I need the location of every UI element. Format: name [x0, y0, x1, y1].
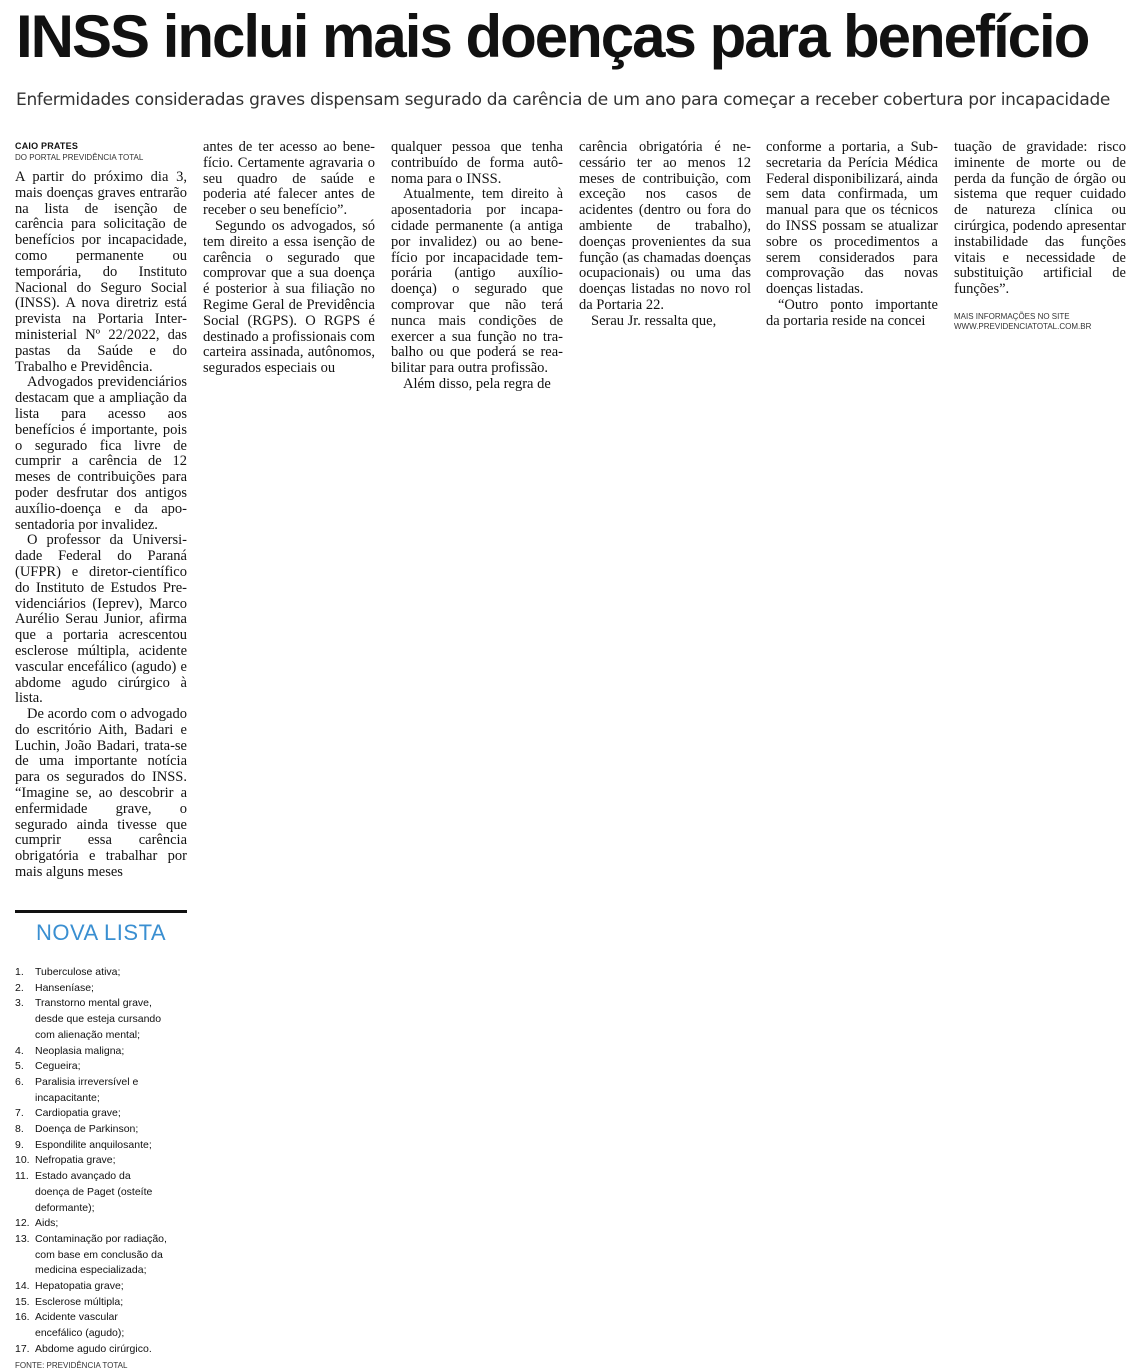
- byline-author: CAIO PRATES: [15, 141, 79, 151]
- list-item-number: 8.: [15, 1123, 24, 1136]
- list-item-text: Estado avançado da doença de Paget (osteíte deformante);: [35, 1170, 153, 1214]
- list-item-text: Espondilite anquilosante;: [35, 1138, 152, 1151]
- more-info-label: MAIS INFORMAÇÕES NO SITE: [954, 311, 1070, 321]
- paragraph: Além disso, pela regra de: [403, 375, 551, 392]
- paragraph: Atualmente, tem direito à aposentadoria por incapacidade permanente (a antiga por invalidez) ou ao benefício por incapacidade temporária (antigo auxílio-doença) o segurado que comprovar que não terá nunca mais condições de exercer a sua função no trabalho ou que poderá se reabilitar para outra profissão.: [391, 186, 563, 377]
- paragraph: O professor da Universidade Federal do Paraná (UFPR) e diretor-científico do Instituto de Estudos Previdenciários (Ieprev), Marco Aurélio Serau Junior, afirma que a portaria acrescentou esclerose múltipla, acidente vascular encefálico (agudo) e abdome agudo cirúrgico à lista.: [15, 532, 187, 707]
- list-item-text: Cardiopatia grave;: [35, 1107, 121, 1120]
- paragraph: Segundo os advogados, só tem direito a essa isenção de carência o segurado que comprovar que a sua doença é posterior à sua filiação no Regime Geral de Previdência Social (RGPS). O RGPS é destinado a profissionais com carteira assinada, autônomos, segurados especiais ou: [203, 217, 375, 377]
- paragraph: Advogados previdenciários destacam que a ampliação da lista para acesso aos benefícios é importante, pois o segurado fica livre de cumprir a carência de 12 meses de contribuições para poder desfrutar dos antigos auxílio-doença e da aposentadoria por invalidez.: [15, 374, 187, 533]
- list-item-number: 11.: [15, 1170, 29, 1183]
- headline: INSS inclui mais doenças para benefício: [16, 3, 1089, 70]
- article-column-4: [579, 140, 751, 330]
- list-item-text: Nefropatia grave;: [35, 1154, 116, 1167]
- article-column-6: [954, 140, 1126, 332]
- list-item-number: 12.: [15, 1217, 30, 1230]
- list-item: [15, 1075, 187, 1106]
- article-column-2: [203, 140, 375, 377]
- paragraph: De acordo com o advogado do escritório Aith, Badari e Luchin, João Badari, trata-se de uma importante notícia para os segurados do INSS. “Imagine se, ao descobrir a enfermidade grave, o segurado ainda tivesse que cumprir essa carência obrigatória e trabalhar por mais alguns meses: [15, 706, 187, 881]
- disease-list: [15, 965, 187, 1358]
- paragraph: “Outro ponto importante da portaria reside na concei: [766, 296, 938, 329]
- paragraph: tuação de gravidade: risco iminente de morte ou de perda da função de órgão ou sistema que requer cuidado de natureza clínica ou cirúrgica, podendo apresentar instabilidade das funções vitais e necessidade de substituição artificial de funções”.: [954, 139, 1126, 298]
- more-info-url[interactable]: WWW.PREVIDENCIATOTAL.COM.BR: [954, 321, 1092, 331]
- list-item: [15, 1216, 187, 1232]
- paragraph: Serau Jr. ressalta que,: [591, 312, 717, 329]
- box-source: FONTE: PREVIDÊNCIA TOTAL: [15, 1360, 128, 1370]
- list-item: [15, 1122, 187, 1138]
- list-item-number: 14.: [15, 1280, 30, 1293]
- list-item-number: 2.: [15, 981, 24, 994]
- list-item: [15, 965, 187, 981]
- list-item: [15, 1232, 187, 1279]
- list-item-text: Doença de Parkinson;: [35, 1123, 139, 1136]
- list-item-text: Tuberculose ativa;: [35, 966, 121, 978]
- paragraph: A partir do próximo dia 3, mais doenças graves entrarão na lista de isenção de carência para solicitação de benefícios por incapacidade, como permanente ou temporária, do Instituto Nacional do Seguro Social (INSS). A nova diretriz está prevista na Portaria Interministerial Nº 22/2022, das pastas da Saúde e do Trabalho e Previdência.: [15, 169, 187, 375]
- list-item-number: 4.: [15, 1044, 24, 1057]
- list-item-number: 16.: [15, 1311, 30, 1324]
- nova-lista-box: [15, 910, 187, 1372]
- byline-source: DO PORTAL PREVIDÊNCIA TOTAL: [15, 153, 144, 162]
- list-item: [15, 1310, 187, 1341]
- paragraph: conforme a portaria, a Subsecretaria da Perícia Médica Federal disponibilizará, ainda sem data confirmada, um manual para que os técnicos do INSS possam se atualizar sobre os procedimentos a serem considerados para comprovação das novas doenças listadas.: [766, 139, 938, 298]
- list-item-text: Transtorno mental grave, desde que esteja cursando com alienação mental;: [35, 997, 162, 1041]
- list-item-text: Contaminação por radiação, com base em conclusão da medicina especializada;: [35, 1232, 167, 1277]
- list-item: [15, 1169, 187, 1216]
- list-item-number: 5.: [15, 1060, 24, 1073]
- article-column-3: [391, 140, 563, 393]
- list-item-text: Aids;: [35, 1217, 59, 1230]
- list-item: [15, 1044, 187, 1060]
- subhead: Enfermidades consideradas graves dispensam segurado da carência de um ano para começar a receber cobertura por incapacidade: [16, 90, 1111, 110]
- list-item: [15, 1138, 187, 1154]
- list-item: [15, 1153, 187, 1169]
- list-item-number: 3.: [15, 997, 24, 1010]
- list-item: [15, 1279, 187, 1295]
- article-column-5: [766, 140, 938, 330]
- list-item: [15, 996, 187, 1043]
- list-item-text: Hepatopatia grave;: [35, 1280, 124, 1293]
- paragraph: qualquer pessoa que tenha contribuído de forma autônoma para o INSS.: [391, 139, 563, 187]
- list-item-number: 6.: [15, 1075, 24, 1088]
- more-info: [954, 312, 1126, 332]
- list-item: [15, 1106, 187, 1122]
- list-item-text: Paralisia irreversível e incapacitante;: [35, 1075, 139, 1104]
- list-item-text: Neoplasia maligna;: [35, 1044, 125, 1057]
- list-item: [15, 1059, 187, 1075]
- list-item: [15, 981, 187, 997]
- box-title: NOVA LISTA: [35, 920, 167, 945]
- list-item-text: Acidente vascular encefálico (agudo);: [35, 1311, 125, 1340]
- list-item-number: 1.: [15, 966, 24, 978]
- list-item-number: 15.: [15, 1295, 30, 1308]
- list-item-number: 9.: [15, 1138, 24, 1151]
- list-item: [15, 1295, 187, 1311]
- list-item-text: Cegueira;: [35, 1060, 81, 1073]
- list-item-text: Esclerose múltipla;: [35, 1295, 124, 1308]
- list-item: [15, 1342, 187, 1358]
- list-item-number: 13.: [15, 1232, 30, 1245]
- list-item-text: Hanseníase;: [35, 981, 94, 994]
- article-column-1: [15, 140, 187, 881]
- list-item-number: 10.: [15, 1154, 30, 1167]
- list-item-number: 7.: [15, 1107, 24, 1120]
- paragraph: antes de ter acesso ao benefício. Certamente agravaria o seu quadro de saúde e poderia até falecer antes de receber o seu benefício”.: [203, 139, 375, 219]
- list-item-number: 17.: [15, 1342, 30, 1355]
- paragraph: carência obrigatória é necessário ter ao menos 12 meses de contribuição, com exceção nos casos de acidentes (dentro ou fora do ambiente de trabalho), doenças provenientes da sua função (as chamadas doenças ocupacionais) ou uma das doenças listadas no novo rol da Portaria 22.: [579, 139, 751, 313]
- list-item-text: Abdome agudo cirúrgico.: [35, 1342, 152, 1355]
